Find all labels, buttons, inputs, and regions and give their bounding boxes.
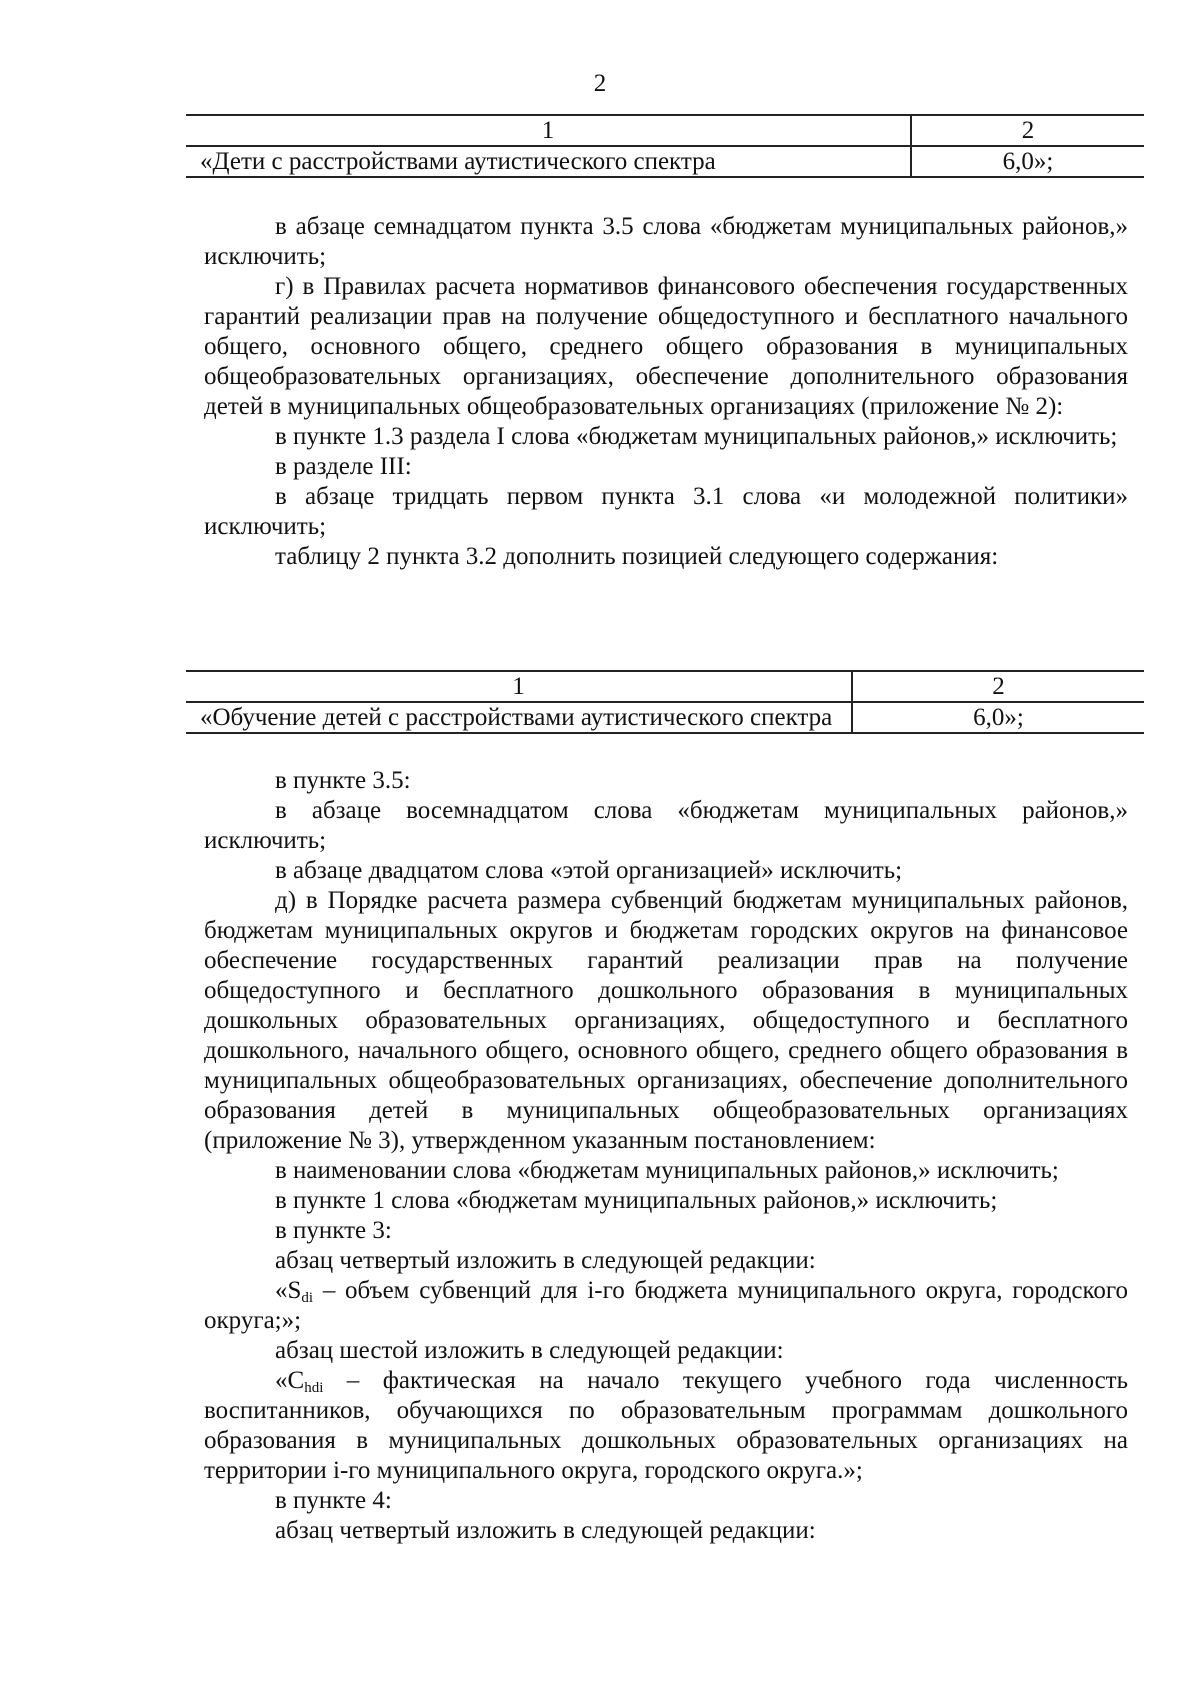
formula-open: «C: [275, 1367, 305, 1394]
formula-subscript: di: [301, 1290, 314, 1306]
paragraph: в абзаце тридцать первом пункта 3.1 слова «и молодежной политики» исключить;: [204, 483, 1128, 540]
paragraph: в пункте 1 слова «бюджетам муниципальных районов,» исключить;: [275, 1187, 998, 1214]
table-addition-1: [186, 114, 1144, 178]
paragraph: д) в Порядке расчета размера субвенций бюджетам муниципальных районов, бюджетам муниципальных округов и бюджетам городских округов на финансовое обеспечение государственных гарантий реализации прав на получение общедоступного и бесплатного дошкольного образования в муниципальных дошкольных образовательных организациях, общедоступного и бесплатного дошкольного, начального общего, основного общего, среднего общего образования в муниципальных общеобразовательных организациях, обеспечение дополнительного образования детей в муниципальных общеобразовательных организациях (приложение № 3), утвержденном указанным постановлением:: [204, 887, 1128, 1154]
paragraph: абзац четвертый изложить в следующей редакции:: [275, 1517, 816, 1544]
text-block-1: [204, 212, 1128, 572]
paragraph: абзац четвертый изложить в следующей редакции:: [275, 1247, 816, 1274]
table-cell-category: «Обучение детей с расстройствами аутистического спектра: [186, 702, 852, 733]
formula-open: «S: [275, 1277, 302, 1304]
table-header-cell: 2: [852, 671, 1144, 702]
paragraph: таблицу 2 пункта 3.2 дополнить позицией следующего содержания:: [275, 543, 999, 570]
table-header-cell: 1: [186, 671, 852, 702]
paragraph: в пункте 3.5:: [275, 767, 411, 794]
paragraph: в наименовании слова «бюджетам муниципальных районов,» исключить;: [275, 1157, 1059, 1184]
table-addition-2: [186, 670, 1144, 734]
table-header-row: [186, 115, 1144, 146]
formula-text: – фактическая на начало текущего учебного года численность воспитанников, обучающихся по образовательным программам дошкольного образования в муниципальных дошкольных образовательных организациях на территории i-го муниципального округа, городского округа.»;: [204, 1367, 1128, 1484]
table-cell-value: 6,0»;: [911, 146, 1144, 177]
paragraph: в абзаце восемнадцатом слова «бюджетам муниципальных районов,» исключить;: [204, 797, 1128, 854]
page-number: 2: [593, 70, 607, 97]
paragraph: г) в Правилах расчета нормативов финансового обеспечения государственных гарантий реализации прав на получение общедоступного и бесплатного начального общего, основного общего, среднего общего образования в муниципальных общеобразовательных организациях, обеспечение дополнительного образования детей в муниципальных общеобразовательных организациях (приложение № 2):: [204, 273, 1128, 420]
formula-subscript: hdi: [304, 1380, 324, 1396]
formula-definition-chdi: [204, 1366, 1128, 1486]
table-header-cell: 1: [186, 115, 911, 146]
formula-text: – объем субвенций для i-го бюджета муниципального округа, городского округа;»;: [204, 1277, 1128, 1334]
paragraph: в пункте 4:: [275, 1487, 392, 1514]
paragraph: в пункте 1.3 раздела I слова «бюджетам муниципальных районов,» исключить;: [275, 423, 1118, 450]
table-header-cell: 2: [911, 115, 1144, 146]
paragraph: в пункте 3:: [275, 1217, 392, 1244]
paragraph: в разделе III:: [275, 453, 412, 480]
formula-definition-sdi: [204, 1276, 1128, 1336]
table-row: [186, 146, 1144, 177]
paragraph: в абзаце двадцатом слова «этой организацией» исключить;: [275, 857, 903, 884]
table-cell-value: 6,0»;: [852, 702, 1144, 733]
paragraph: в абзаце семнадцатом пункта 3.5 слова «бюджетам муниципальных районов,» исключить;: [204, 213, 1128, 270]
table-header-row: [186, 671, 1144, 702]
table-row: [186, 702, 1144, 733]
table-cell-category: «Дети с расстройствами аутистического спектра: [186, 146, 911, 177]
paragraph: абзац шестой изложить в следующей редакции:: [275, 1337, 784, 1364]
text-block-2: [204, 766, 1128, 1546]
